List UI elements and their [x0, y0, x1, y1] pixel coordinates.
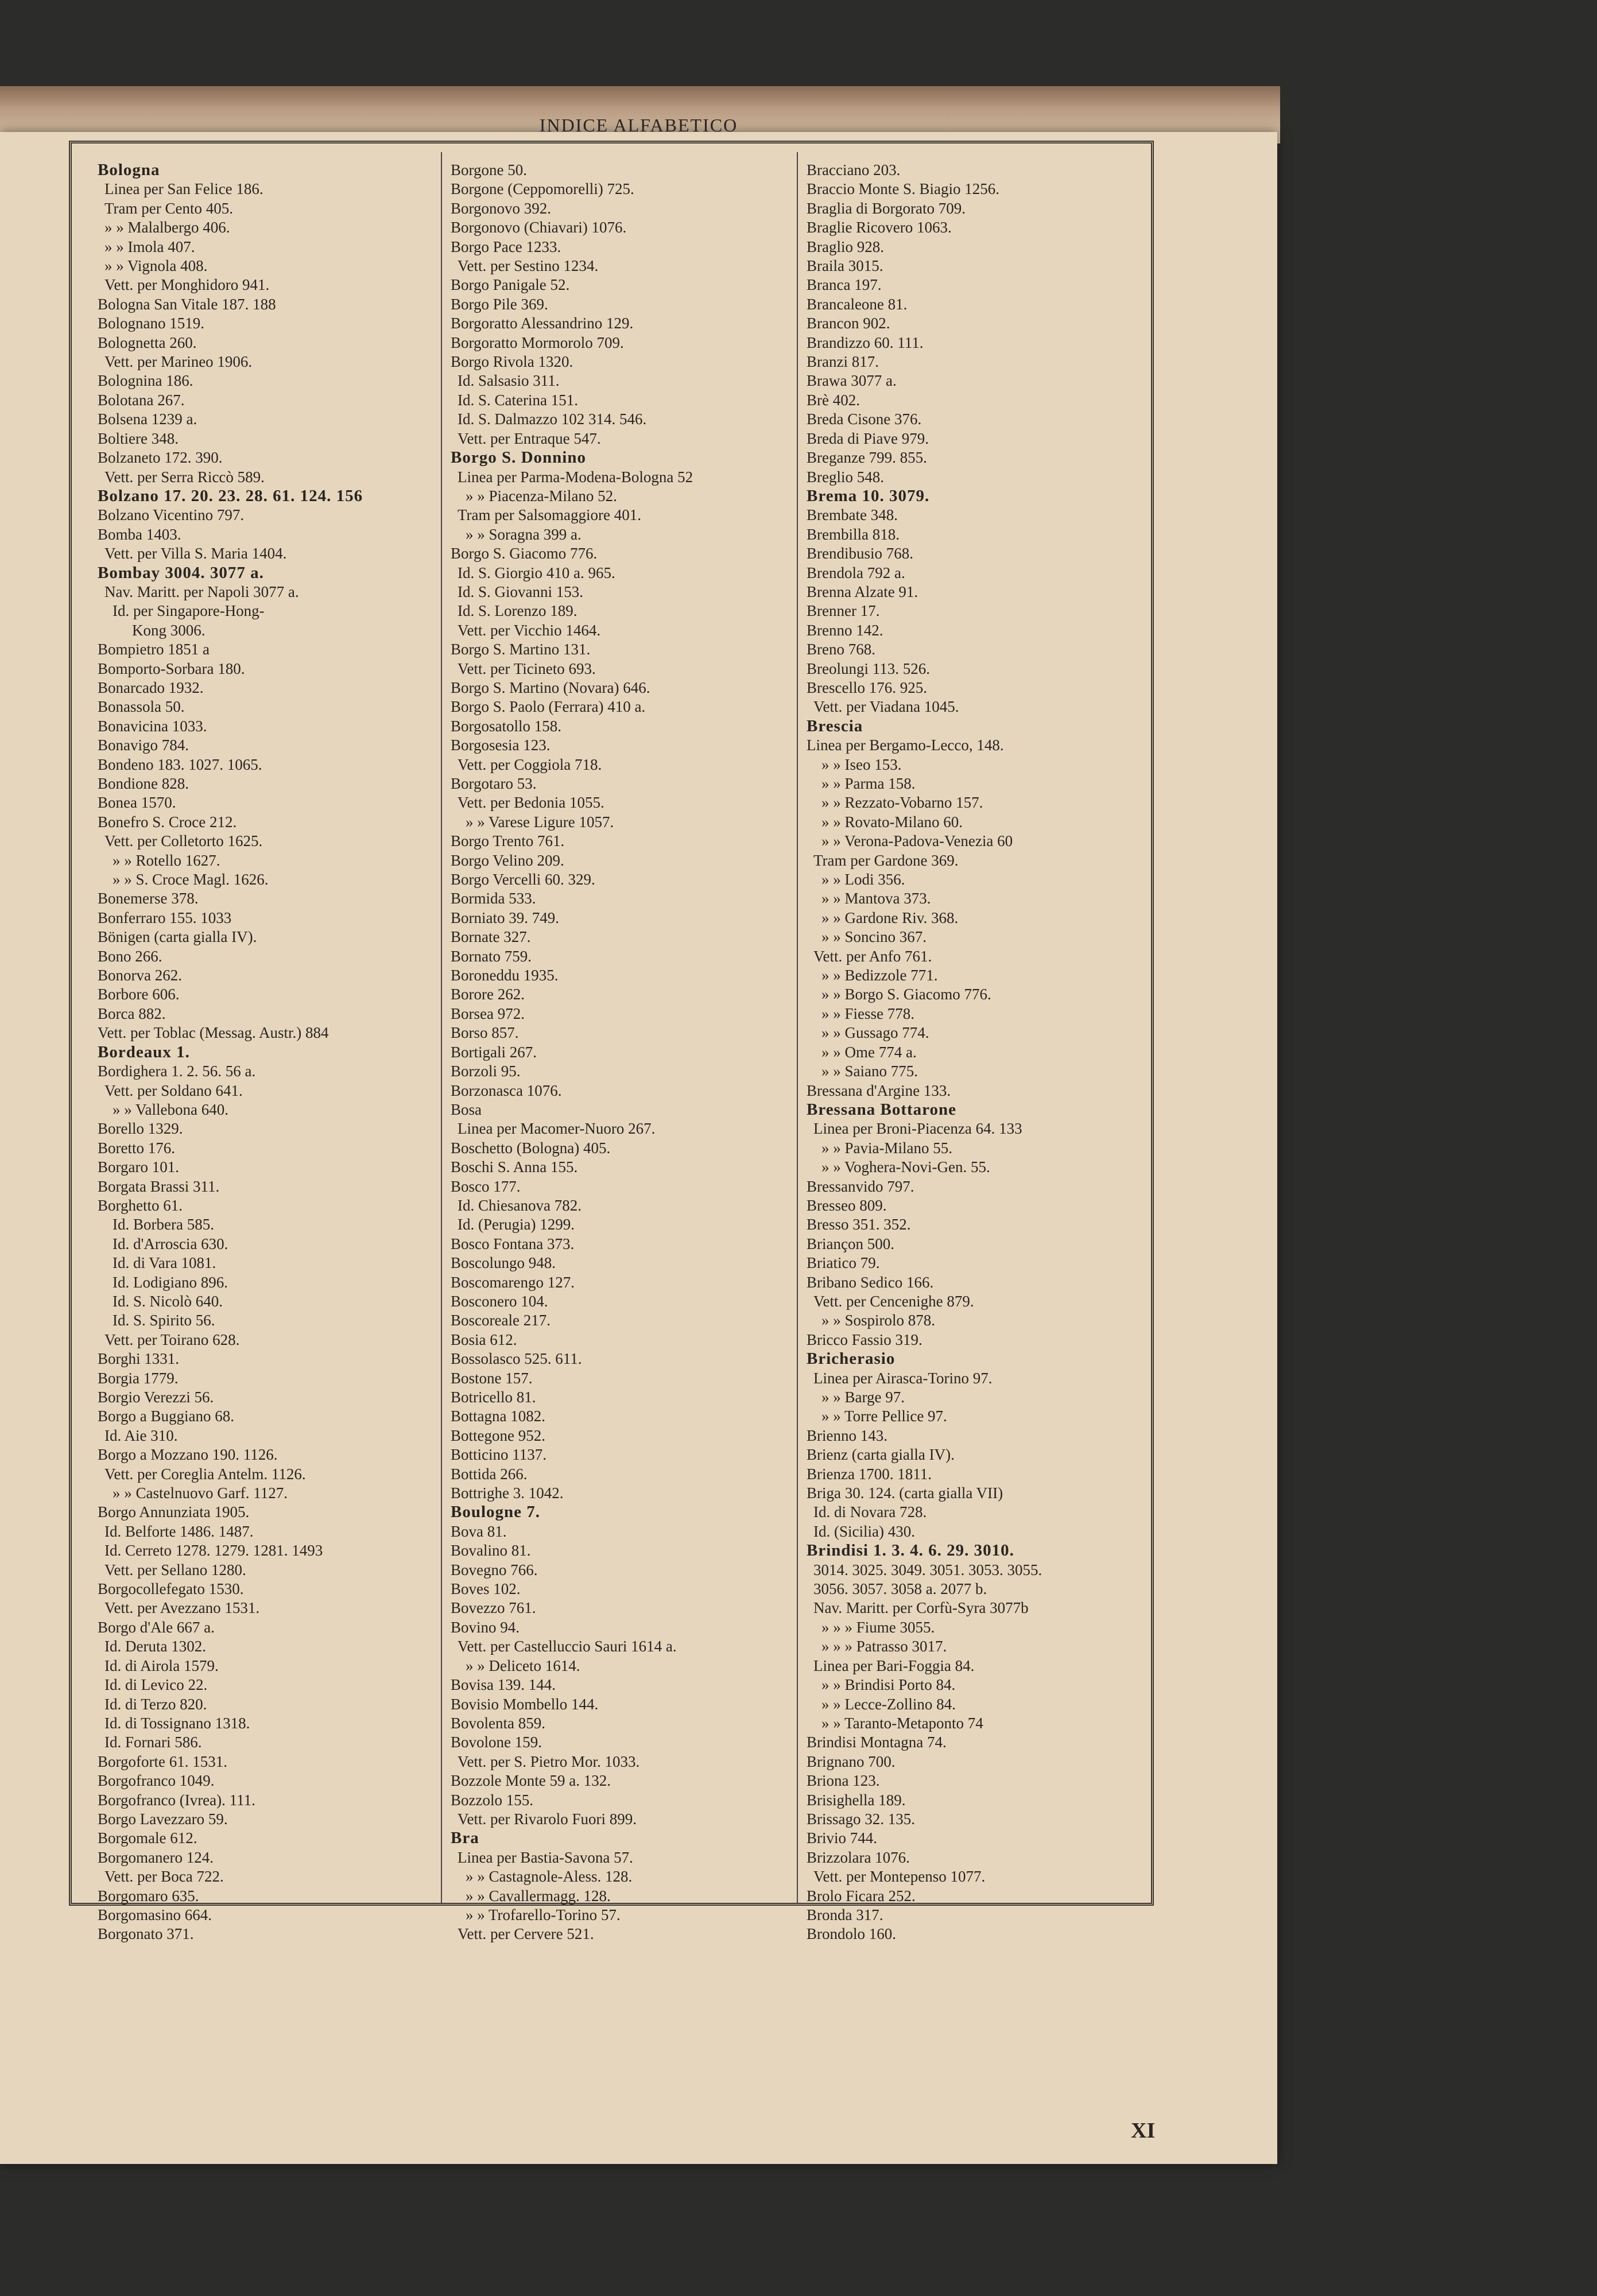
- index-entry: Briançon 500.: [807, 1235, 894, 1252]
- index-entry: Vett. per Toirano 628.: [104, 1331, 240, 1348]
- index-entry: Boroneddu 1935.: [451, 967, 559, 984]
- index-entry: Linea per San Felice 186.: [104, 180, 263, 198]
- index-entry: Brawa 3077 a.: [807, 372, 897, 390]
- index-entry: Vett. per S. Pietro Mor. 1033.: [458, 1752, 640, 1770]
- index-entry: Vett. per Coreglia Antelm. 1126.: [104, 1465, 306, 1483]
- index-entry: » » Rotello 1627.: [113, 851, 220, 869]
- index-entry: Bosco Fontana 373.: [451, 1235, 575, 1252]
- index-entry: Bordeaux 1.: [98, 1042, 190, 1061]
- index-entry: Id. Chiesanova 782.: [458, 1196, 582, 1214]
- index-entry: Bolognano 1519.: [98, 315, 204, 332]
- index-entry: Borgo S. Donnino: [451, 448, 586, 467]
- index-entry: Vett. per Villa S. Maria 1404.: [104, 545, 287, 563]
- index-entry: Bova 81.: [451, 1522, 507, 1540]
- index-entry: Braccio Monte S. Biagio 1256.: [807, 180, 999, 198]
- index-entry: Vett. per Castelluccio Sauri 1614 a.: [458, 1638, 677, 1655]
- index-entry: » » Castelnuovo Garf. 1127.: [113, 1484, 288, 1502]
- index-entry: 3056. 3057. 3058 a. 2077 b.: [813, 1580, 987, 1598]
- index-entry: Vett. per Bedonia 1055.: [458, 794, 604, 812]
- index-entry: Brè 402.: [807, 391, 860, 409]
- index-entry: Bonassola 50.: [98, 698, 185, 716]
- index-entry: Borgomanero 124.: [98, 1848, 214, 1866]
- index-entry: Bozzole Monte 59 a. 132.: [451, 1772, 611, 1790]
- index-entry: Bottegone 952.: [451, 1426, 545, 1444]
- index-entry: Boves 102.: [451, 1580, 521, 1598]
- index-entry: Id. di Levico 22.: [104, 1676, 208, 1694]
- index-entry: Borgo S. Giacomo 776.: [451, 545, 598, 563]
- index-entry: Brienno 143.: [807, 1426, 887, 1444]
- index-entry: » » Fiesse 778.: [821, 1004, 914, 1022]
- index-entry: Vett. per Toblac (Messag. Austr.) 884: [98, 1024, 329, 1042]
- index-entry: Bovolenta 859.: [451, 1714, 545, 1732]
- index-entry: » » Saiano 775.: [821, 1062, 918, 1080]
- index-entry: Id. Borbera 585.: [113, 1216, 214, 1234]
- index-entry: Id. S. Spirito 56.: [113, 1312, 215, 1329]
- index-entry: Brindisi 1. 3. 4. 6. 29. 3010.: [807, 1541, 1014, 1560]
- index-entry: » » Torre Pellice 97.: [821, 1407, 947, 1425]
- index-entry: Nav. Maritt. per Corfù-Syra 3077b: [813, 1599, 1029, 1617]
- index-entry: Bressanvido 797.: [807, 1177, 914, 1195]
- column-separator: [797, 152, 798, 1903]
- index-entry: Bressana Bottarone: [807, 1100, 957, 1119]
- index-entry: Borzoli 95.: [451, 1062, 521, 1080]
- index-entry: Vett. per Anfo 761.: [813, 947, 932, 965]
- index-entry: » » Gardone Riv. 368.: [821, 909, 959, 926]
- index-entry: » » Ome 774 a.: [821, 1043, 917, 1061]
- index-entry: Bolsena 1239 a.: [98, 410, 197, 428]
- index-entry: Bottida 266.: [451, 1465, 528, 1483]
- index-entry: Bovalino 81.: [451, 1542, 531, 1560]
- index-entry: Brignano 700.: [807, 1752, 896, 1770]
- index-entry: » » Gussago 774.: [821, 1024, 929, 1042]
- index-entry: Boschi S. Anna 155.: [451, 1158, 578, 1176]
- index-entry: Bovezzo 761.: [451, 1599, 536, 1617]
- index-entry: Borsea 972.: [451, 1004, 525, 1022]
- index-entry: » » Borgo S. Giacomo 776.: [821, 986, 991, 1003]
- index-entry: Brivio 744.: [807, 1829, 878, 1847]
- index-entry: Vett. per Rivarolo Fuori 899.: [458, 1810, 637, 1828]
- index-entry: » » S. Croce Magl. 1626.: [113, 871, 269, 889]
- index-entry: Bottagna 1082.: [451, 1407, 545, 1425]
- index-entry: Id. di Vara 1081.: [113, 1254, 216, 1272]
- index-entry: Brancaleone 81.: [807, 295, 908, 313]
- index-entry: Bosco 177.: [451, 1177, 521, 1195]
- index-entry: » » Trofarello-Torino 57.: [466, 1906, 621, 1923]
- index-entry: Tram per Gardone 369.: [813, 851, 959, 869]
- index-entry: Borgo Trento 761.: [451, 832, 565, 850]
- index-entry: Id. Cerreto 1278. 1279. 1281. 1493: [104, 1542, 323, 1560]
- index-entry: Borore 262.: [451, 986, 525, 1003]
- index-entry: Bondione 828.: [98, 775, 189, 792]
- index-entry: Bordighera 1. 2. 56. 56 a.: [98, 1062, 256, 1080]
- index-entry: Braglio 928.: [807, 238, 884, 255]
- index-entry: Linea per Parma-Modena-Bologna 52: [458, 468, 693, 486]
- index-entry: Boltiere 348.: [98, 429, 179, 447]
- index-entry: Briona 123.: [807, 1772, 880, 1790]
- index-entry: Id. S. Caterina 151.: [458, 391, 578, 409]
- index-entry: Briga 30. 124. (carta gialla VII): [807, 1484, 1003, 1502]
- index-entry: Vett. per Montepenso 1077.: [813, 1868, 986, 1886]
- index-entry: Borniato 39. 749.: [451, 909, 559, 926]
- index-entry: Bossolasco 525. 611.: [451, 1350, 582, 1368]
- index-entry: Borgo Pace 1233.: [451, 238, 561, 255]
- index-entry: Bono 266.: [98, 947, 162, 965]
- index-entry: Id. di Terzo 820.: [104, 1695, 207, 1713]
- index-entry: Bonferraro 155. 1033: [98, 909, 232, 926]
- index-entry: Borgo Rivola 1320.: [451, 353, 573, 371]
- index-entry: Bolognina 186.: [98, 372, 193, 390]
- index-entry: Borgaro 101.: [98, 1158, 179, 1176]
- index-entry: Borgone 50.: [451, 161, 527, 179]
- index-entry: Borgo S. Martino (Novara) 646.: [451, 678, 650, 696]
- index-entry: » » Sospirolo 878.: [821, 1312, 936, 1329]
- index-entry: » » Brindisi Porto 84.: [821, 1676, 956, 1694]
- index-entry: Borzonasca 1076.: [451, 1081, 562, 1099]
- index-entry: Borgonato 371.: [98, 1925, 194, 1943]
- index-entry: Borgo a Mozzano 190. 1126.: [98, 1446, 278, 1464]
- index-entry: Borgo Lavezzaro 59.: [98, 1810, 228, 1828]
- index-entry: Branca 197.: [807, 276, 882, 294]
- index-entry: Boscomarengo 127.: [451, 1273, 575, 1291]
- index-entry: Brema 10. 3079.: [807, 486, 930, 505]
- index-entry: Id. S. Dalmazzo 102 314. 546.: [458, 410, 647, 428]
- index-entry: Vett. per Avezzano 1531.: [104, 1599, 260, 1617]
- index-entry: Bönigen (carta gialla IV).: [98, 928, 257, 946]
- index-entry: Vett. per Soldano 641.: [104, 1081, 243, 1099]
- index-entry: Brienza 1700. 1811.: [807, 1465, 932, 1483]
- index-entry: Bonefro S. Croce 212.: [98, 813, 237, 831]
- index-entry: Boscoreale 217.: [451, 1312, 551, 1329]
- index-entry: Brissago 32. 135.: [807, 1810, 915, 1828]
- index-entry: Breno 768.: [807, 641, 875, 658]
- index-entry: Brindisi Montagna 74.: [807, 1733, 947, 1751]
- index-entry: Id. Fornari 586.: [104, 1733, 202, 1751]
- index-entry: Id. S. Nicolò 640.: [113, 1292, 223, 1310]
- index-entry: Id. (Sicilia) 430.: [813, 1522, 915, 1540]
- index-entry: Brolo Ficara 252.: [807, 1887, 916, 1905]
- index-entry: » » » Patrasso 3017.: [821, 1638, 947, 1655]
- index-entry: Botticino 1137.: [451, 1446, 546, 1464]
- index-entry: Brisighella 189.: [807, 1791, 906, 1809]
- index-entry: Braglia di Borgorato 709.: [807, 199, 966, 217]
- index-entry: Borgia 1779.: [98, 1369, 179, 1387]
- index-entry: Boschetto (Bologna) 405.: [451, 1139, 611, 1157]
- index-entry: Bovegno 766.: [451, 1561, 538, 1578]
- index-entry: » » Barge 97.: [821, 1389, 905, 1406]
- index-entry: Bracciano 203.: [807, 161, 901, 179]
- index-entry: Bologna San Vitale 187. 188: [98, 295, 276, 313]
- running-head: INDICE ALFABETICO: [539, 115, 738, 135]
- index-entry: Breganze 799. 855.: [807, 449, 927, 467]
- index-entry: » » Verona-Padova-Venezia 60: [821, 832, 1013, 850]
- index-column-3: [807, 161, 1151, 1944]
- index-entry: Brenna Alzate 91.: [807, 583, 918, 600]
- index-entry: 3014. 3025. 3049. 3051. 3053. 3055.: [813, 1561, 1042, 1578]
- index-entry: Borso 857.: [451, 1024, 519, 1042]
- index-entry: Borello 1329.: [98, 1120, 183, 1138]
- index-entry: Borgone (Ceppomorelli) 725.: [451, 180, 634, 198]
- index-entry: Borgo Velino 209.: [451, 851, 564, 869]
- index-entry: Borgosatollo 158.: [451, 717, 562, 735]
- index-entry: » » Pavia-Milano 55.: [821, 1139, 952, 1157]
- index-entry: Bovolone 159.: [451, 1733, 542, 1751]
- index-entry: Vett. per Entraque 547.: [458, 429, 601, 447]
- index-entry: » » Lodi 356.: [821, 871, 905, 889]
- index-entry: Tram per Cento 405.: [104, 199, 233, 217]
- index-entry: Linea per Bergamo-Lecco, 148.: [807, 736, 1004, 754]
- index-entry: Id. di Tossignano 1318.: [104, 1714, 250, 1732]
- index-entry: Id. Lodigiano 896.: [113, 1273, 228, 1291]
- index-entry: » » Vallebona 640.: [113, 1100, 228, 1118]
- index-entry: Bresseo 809.: [807, 1196, 887, 1214]
- index-entry: Borca 882.: [98, 1004, 166, 1022]
- index-entry: » » Cavallermagg. 128.: [466, 1887, 611, 1905]
- index-entry: Brescia: [807, 716, 863, 735]
- index-entry: Borgo d'Ale 667 a.: [98, 1618, 215, 1636]
- index-entry: Branzi 817.: [807, 353, 879, 371]
- index-entry: Id. Deruta 1302.: [104, 1638, 206, 1655]
- index-entry: Borgocollefegato 1530.: [98, 1580, 244, 1598]
- index-entry: Bricherasio: [807, 1349, 896, 1368]
- index-entry: Id. per Singapore-Hong-: [113, 602, 265, 620]
- index-entry: Breolungi 113. 526.: [807, 660, 930, 677]
- index-entry: Linea per Bastia-Savona 57.: [458, 1848, 633, 1866]
- index-entry: Borgomale 612.: [98, 1829, 197, 1847]
- index-entry: Vett. per Monghidoro 941.: [104, 276, 270, 294]
- index-entry: Bovisa 139. 144.: [451, 1676, 556, 1694]
- index-entry: Bonavigo 784.: [98, 736, 189, 754]
- index-entry: Borgomaro 635.: [98, 1887, 199, 1905]
- index-entry: Bonavicina 1033.: [98, 717, 207, 735]
- index-entry: Botricello 81.: [451, 1389, 536, 1406]
- index-entry: Bonorva 262.: [98, 967, 182, 984]
- index-entry: Bormida 533.: [451, 890, 536, 907]
- index-entry: Brizzolara 1076.: [807, 1848, 910, 1866]
- index-entry: » » Bedizzole 771.: [821, 967, 938, 984]
- index-entry: Id. Aie 310.: [104, 1426, 178, 1444]
- index-entry: Brandizzo 60. 111.: [807, 333, 924, 351]
- index-entry: Borgonovo (Chiavari) 1076.: [451, 219, 627, 236]
- index-entry: Bolzaneto 172. 390.: [98, 449, 223, 467]
- index-entry: Braila 3015.: [807, 257, 883, 275]
- index-entry: » » Varese Ligure 1057.: [466, 813, 614, 831]
- index-entry: Bolzano 17. 20. 23. 28. 61. 124. 156: [98, 486, 363, 505]
- index-entry: Borgo a Buggiano 68.: [98, 1407, 234, 1425]
- index-entry: Vett. per Cervere 521.: [458, 1925, 594, 1943]
- index-entry: Vett. per Ticineto 693.: [458, 660, 596, 677]
- index-entry: Bresso 351. 352.: [807, 1216, 911, 1234]
- index-entry: Borgo Annunziata 1905.: [98, 1503, 250, 1521]
- index-entry: Borgoforte 61. 1531.: [98, 1752, 227, 1770]
- index-entry: » » Piacenza-Milano 52.: [466, 487, 617, 505]
- index-entry: Bolognetta 260.: [98, 333, 197, 351]
- index-entry: Brenner 17.: [807, 602, 880, 620]
- index-entry: » » Castagnole-Aless. 128.: [466, 1868, 633, 1886]
- index-entry: Braglie Ricovero 1063.: [807, 219, 952, 236]
- index-entry: Id. d'Arroscia 630.: [113, 1235, 228, 1252]
- index-entry: Brenno 142.: [807, 621, 883, 639]
- index-entry: » » Vignola 408.: [104, 257, 208, 275]
- index-entry: Bozzolo 155.: [451, 1791, 533, 1809]
- index-entry: Brienz (carta gialla IV).: [807, 1446, 955, 1464]
- index-entry: Kong 3006.: [132, 621, 206, 639]
- index-entry: » » Taranto-Metaponto 74: [821, 1714, 983, 1732]
- index-entry: Bondeno 183. 1027. 1065.: [98, 755, 262, 773]
- index-entry: » » » Fiume 3055.: [821, 1618, 935, 1636]
- index-entry: » » Soragna 399 a.: [466, 525, 582, 543]
- index-entry: » » Soncino 367.: [821, 928, 927, 946]
- index-entry: Bra: [451, 1829, 479, 1848]
- index-entry: Bonemerse 378.: [98, 890, 199, 907]
- index-entry: Borgo Vercelli 60. 329.: [451, 871, 595, 889]
- index-entry: » » Rezzato-Vobarno 157.: [821, 794, 983, 812]
- index-entry: Borgomasino 664.: [98, 1906, 212, 1923]
- index-entry: Borgosesia 123.: [451, 736, 551, 754]
- index-entry: Vett. per Cencenighe 879.: [813, 1292, 974, 1310]
- index-entry: Bosa: [451, 1100, 482, 1118]
- index-entry: Boscolungo 948.: [451, 1254, 556, 1272]
- index-entry: Linea per Bari-Foggia 84.: [813, 1657, 975, 1674]
- index-entry: Bostone 157.: [451, 1369, 533, 1387]
- index-entry: Id. di Airola 1579.: [104, 1657, 219, 1674]
- index-entry: Bologna: [98, 161, 160, 179]
- index-entry: Vett. per Vicchio 1464.: [458, 621, 601, 639]
- index-entry: » » Malalbergo 406.: [104, 219, 230, 236]
- index-entry: » » Voghera-Novi-Gen. 55.: [821, 1158, 990, 1176]
- index-entry: Bricco Fassio 319.: [807, 1331, 922, 1348]
- index-entry: Id. (Perugia) 1299.: [458, 1216, 575, 1234]
- index-entry: Vett. per Serra Riccò 589.: [104, 468, 265, 486]
- index-entry: Brondolo 160.: [807, 1925, 897, 1943]
- index-entry: Bortigali 267.: [451, 1043, 537, 1061]
- index-entry: Borgoratto Alessandrino 129.: [451, 315, 634, 332]
- index-entry: Vett. per Sellano 1280.: [104, 1561, 246, 1578]
- index-entry: Borgo Pile 369.: [451, 295, 548, 313]
- index-entry: Nav. Maritt. per Napoli 3077 a.: [104, 583, 299, 600]
- index-entry: Linea per Broni-Piacenza 64. 133: [813, 1120, 1022, 1138]
- index-entry: Bosconero 104.: [451, 1292, 548, 1310]
- index-entry: Brendola 792 a.: [807, 564, 905, 581]
- index-entry: Bressana d'Argine 133.: [807, 1081, 951, 1099]
- index-entry: Id. S. Giorgio 410 a. 965.: [458, 564, 615, 581]
- index-entry: Brescello 176. 925.: [807, 678, 927, 696]
- index-entry: Brembilla 818.: [807, 525, 900, 543]
- index-entry: » » Iseo 153.: [821, 755, 902, 773]
- index-entry: Bomba 1403.: [98, 525, 181, 543]
- index-entry: » » Deliceto 1614.: [466, 1657, 580, 1674]
- index-entry: Bolotana 267.: [98, 391, 185, 409]
- index-entry: Borghetto 61.: [98, 1196, 183, 1214]
- index-entry: Id. S. Lorenzo 189.: [458, 602, 577, 620]
- index-entry: Bottrighe 3. 1042.: [451, 1484, 564, 1502]
- index-entry: Borbore 606.: [98, 986, 180, 1003]
- index-entry: Briatico 79.: [807, 1254, 880, 1272]
- index-entry: Bompietro 1851 a: [98, 641, 210, 658]
- index-entry: Brendibusio 768.: [807, 545, 913, 563]
- index-entry: Bonarcado 1932.: [98, 678, 204, 696]
- index-entry: Bolzano Vicentino 797.: [98, 506, 245, 524]
- index-entry: » » Mantova 373.: [821, 890, 931, 907]
- index-entry: Bomporto-Sorbara 180.: [98, 660, 245, 677]
- index-entry: Bosia 612.: [451, 1331, 517, 1348]
- index-entry: Id. S. Giovanni 153.: [458, 583, 583, 600]
- index-entry: Vett. per Marineo 1906.: [104, 353, 253, 371]
- index-entry: Id. Belforte 1486. 1487.: [104, 1522, 254, 1540]
- index-entry: Vett. per Sestino 1234.: [458, 257, 599, 275]
- index-entry: Id. di Novara 728.: [813, 1503, 927, 1521]
- index-entry: Bovisio Mombello 144.: [451, 1695, 599, 1713]
- index-entry: Borgo Panigale 52.: [451, 276, 570, 294]
- index-entry: Borgofranco 1049.: [98, 1772, 215, 1790]
- index-entry: Brembate 348.: [807, 506, 898, 524]
- index-entry: Linea per Airasca-Torino 97.: [813, 1369, 993, 1387]
- index-entry: Breglio 548.: [807, 468, 884, 486]
- index-entry: Bornato 759.: [451, 947, 532, 965]
- index-entry: Vett. per Boca 722.: [104, 1868, 224, 1886]
- index-entry: Borgotaro 53.: [451, 775, 537, 792]
- index-entry: Borgo S. Martino 131.: [451, 641, 591, 658]
- index-entry: Boretto 176.: [98, 1139, 175, 1157]
- index-entry: Vett. per Coggiola 718.: [458, 755, 602, 773]
- index-entry: Bovino 94.: [451, 1618, 520, 1636]
- index-entry: Bribano Sedico 166.: [807, 1273, 934, 1291]
- index-entry: Borghi 1331.: [98, 1350, 180, 1368]
- index-entry: Borgio Verezzi 56.: [98, 1389, 214, 1406]
- index-entry: Linea per Macomer-Nuoro 267.: [458, 1120, 656, 1138]
- index-entry: Bonea 1570.: [98, 794, 176, 812]
- page-number: XI: [1131, 2119, 1156, 2143]
- index-column-1: [98, 161, 442, 1944]
- index-entry: Borgonovo 392.: [451, 199, 552, 217]
- index-entry: Borgoratto Mormorolo 709.: [451, 333, 624, 351]
- index-entry: Bornate 327.: [451, 928, 531, 946]
- index-entry: Vett. per Colletorto 1625.: [104, 832, 263, 850]
- index-entry: Bronda 317.: [807, 1906, 883, 1923]
- index-entry: Breda di Piave 979.: [807, 429, 929, 447]
- index-entry: Bombay 3004. 3077 a.: [98, 563, 264, 582]
- index-entry: » » Imola 407.: [104, 238, 195, 255]
- index-entry: » » Rovato-Milano 60.: [821, 813, 963, 831]
- index-entry: Brancon 902.: [807, 315, 890, 332]
- index-entry: Tram per Salsomaggiore 401.: [458, 506, 641, 524]
- index-entry: » » Lecce-Zollino 84.: [821, 1695, 956, 1713]
- index-entry: Borgo S. Paolo (Ferrara) 410 a.: [451, 698, 646, 716]
- index-entry: Id. Salsasio 311.: [458, 372, 560, 390]
- index-entry: Borgata Brassi 311.: [98, 1177, 220, 1195]
- index-entry: Borgofranco (Ivrea). 111.: [98, 1791, 255, 1809]
- index-column-2: [451, 161, 795, 1944]
- index-entry: Vett. per Viadana 1045.: [813, 698, 959, 716]
- index-entry: Boulogne 7.: [451, 1503, 541, 1522]
- index-entry: » » Parma 158.: [821, 775, 916, 792]
- index-entry: Breda Cisone 376.: [807, 410, 922, 428]
